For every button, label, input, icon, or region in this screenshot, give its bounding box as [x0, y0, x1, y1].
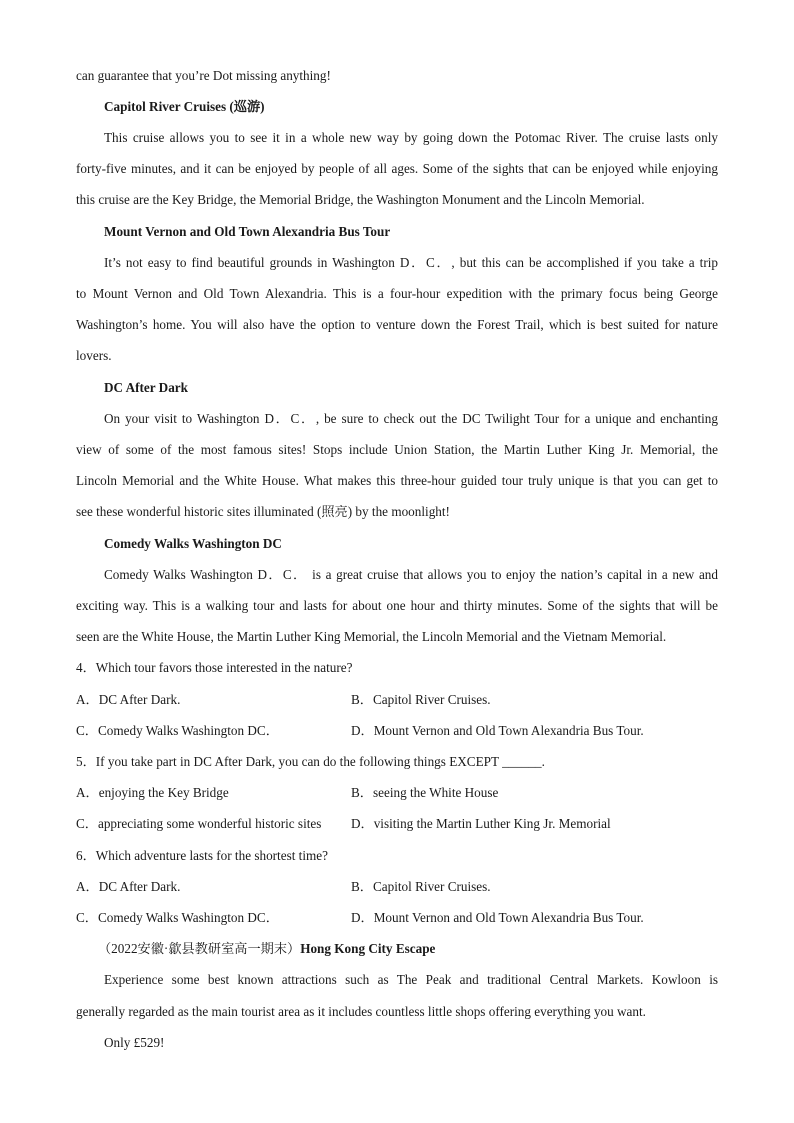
after-dark-heading: DC After Dark: [104, 380, 188, 395]
capitol-line-2: forty-five minutes, and it can be enjoyed by people of all ages. Some of the sights that can be enjoyed while enjoying: [76, 161, 718, 176]
after-dark-line-4: see these wonderful historic sites illuminated (照亮) by the moonlight!: [76, 504, 450, 519]
capitol-line-3: this cruise are the Key Bridge, the Memorial Bridge, the Washington Monument and the Lincoln Memorial.: [76, 192, 645, 207]
next-passage-source: （2022安徽·歙县教研室高一期末）: [98, 941, 301, 956]
question-4-option-b: B．Capitol River Cruises.: [351, 692, 491, 707]
question-6-stem: 6．Which adventure lasts for the shortest time?: [76, 848, 328, 863]
next-passage-line-1: Experience some best known attractions such as The Peak and traditional Central Markets. Kowloon is: [104, 972, 718, 987]
comedy-line-3: seen are the White House, the Martin Luther King Memorial, the Lincoln Memorial and the Vietnam Memorial.: [76, 629, 667, 644]
question-4-option-c: C．Comedy Walks Washington DC．: [76, 723, 279, 738]
question-6-option-d: D．Mount Vernon and Old Town Alexandria Bus Tour.: [351, 910, 644, 925]
next-passage-header: [98, 940, 718, 958]
capitol-heading: Capitol River Cruises (巡游): [104, 99, 265, 114]
mount-vernon-line-2: to Mount Vernon and Old Town Alexandria. This is a four-hour expedition with the primary focus being George: [76, 286, 718, 301]
next-passage-line-2: generally regarded as the main tourist area as it includes countless little shops offering everything you want.: [76, 1004, 646, 1019]
question-5-option-c: C．appreciating some wonderful historic sites: [76, 816, 322, 831]
comedy-line-1: Comedy Walks Washington D．C． is a great cruise that allows you to enjoy the nation’s capital in a new and: [104, 567, 718, 582]
after-dark-line-1: On your visit to Washington D．C．, be sure to check out the DC Twilight Tour for a unique and enchanting: [104, 411, 718, 426]
question-6-option-b: B．Capitol River Cruises.: [351, 879, 491, 894]
question-4-option-d: D．Mount Vernon and Old Town Alexandria Bus Tour.: [351, 723, 644, 738]
question-5-option-b: B．seeing the White House: [351, 785, 499, 800]
next-passage-price: Only £529!: [104, 1035, 165, 1050]
mount-vernon-line-3: Washington’s home. You will also have the option to venture down the Forest Trail, which is best suited for nature: [76, 317, 718, 332]
question-6-option-c: C．Comedy Walks Washington DC．: [76, 910, 279, 925]
question-5-option-a: A．enjoying the Key Bridge: [76, 785, 229, 800]
after-dark-line-2: view of some of the most famous sites! Stops include Union Station, the Martin Luther King Jr. Memorial, the: [76, 442, 718, 457]
question-4-option-a: A．DC After Dark.: [76, 692, 181, 707]
capitol-line-1: This cruise allows you to see it in a whole new way by going down the Potomac River. The cruise lasts only: [104, 130, 718, 145]
mount-vernon-line-1: It’s not easy to find beautiful grounds in Washington D．C．, but this can be accomplished if you take a trip: [104, 255, 718, 270]
after-dark-line-3: Lincoln Memorial and the White House. What makes this three-hour guided tour truly unique is that you can get to: [76, 473, 718, 488]
question-6-option-a: A．DC After Dark.: [76, 879, 181, 894]
mount-vernon-line-4: lovers.: [76, 348, 112, 363]
comedy-heading: Comedy Walks Washington DC: [104, 536, 282, 551]
comedy-line-2: exciting way. This is a walking tour and lasts for about one hour and thirty minutes. Some of the sights that will be: [76, 598, 718, 613]
question-5-stem: 5．If you take part in DC After Dark, you can do the following things EXCEPT ______.: [76, 754, 545, 769]
intro-end-line: can guarantee that you’re Dot missing anything!: [76, 68, 331, 83]
question-5-option-d: D．visiting the Martin Luther King Jr. Memorial: [351, 816, 611, 831]
next-passage-title: Hong Kong City Escape: [300, 941, 436, 956]
question-4-stem: 4．Which tour favors those interested in the nature?: [76, 660, 353, 675]
mount-vernon-heading: Mount Vernon and Old Town Alexandria Bus Tour: [104, 224, 391, 239]
